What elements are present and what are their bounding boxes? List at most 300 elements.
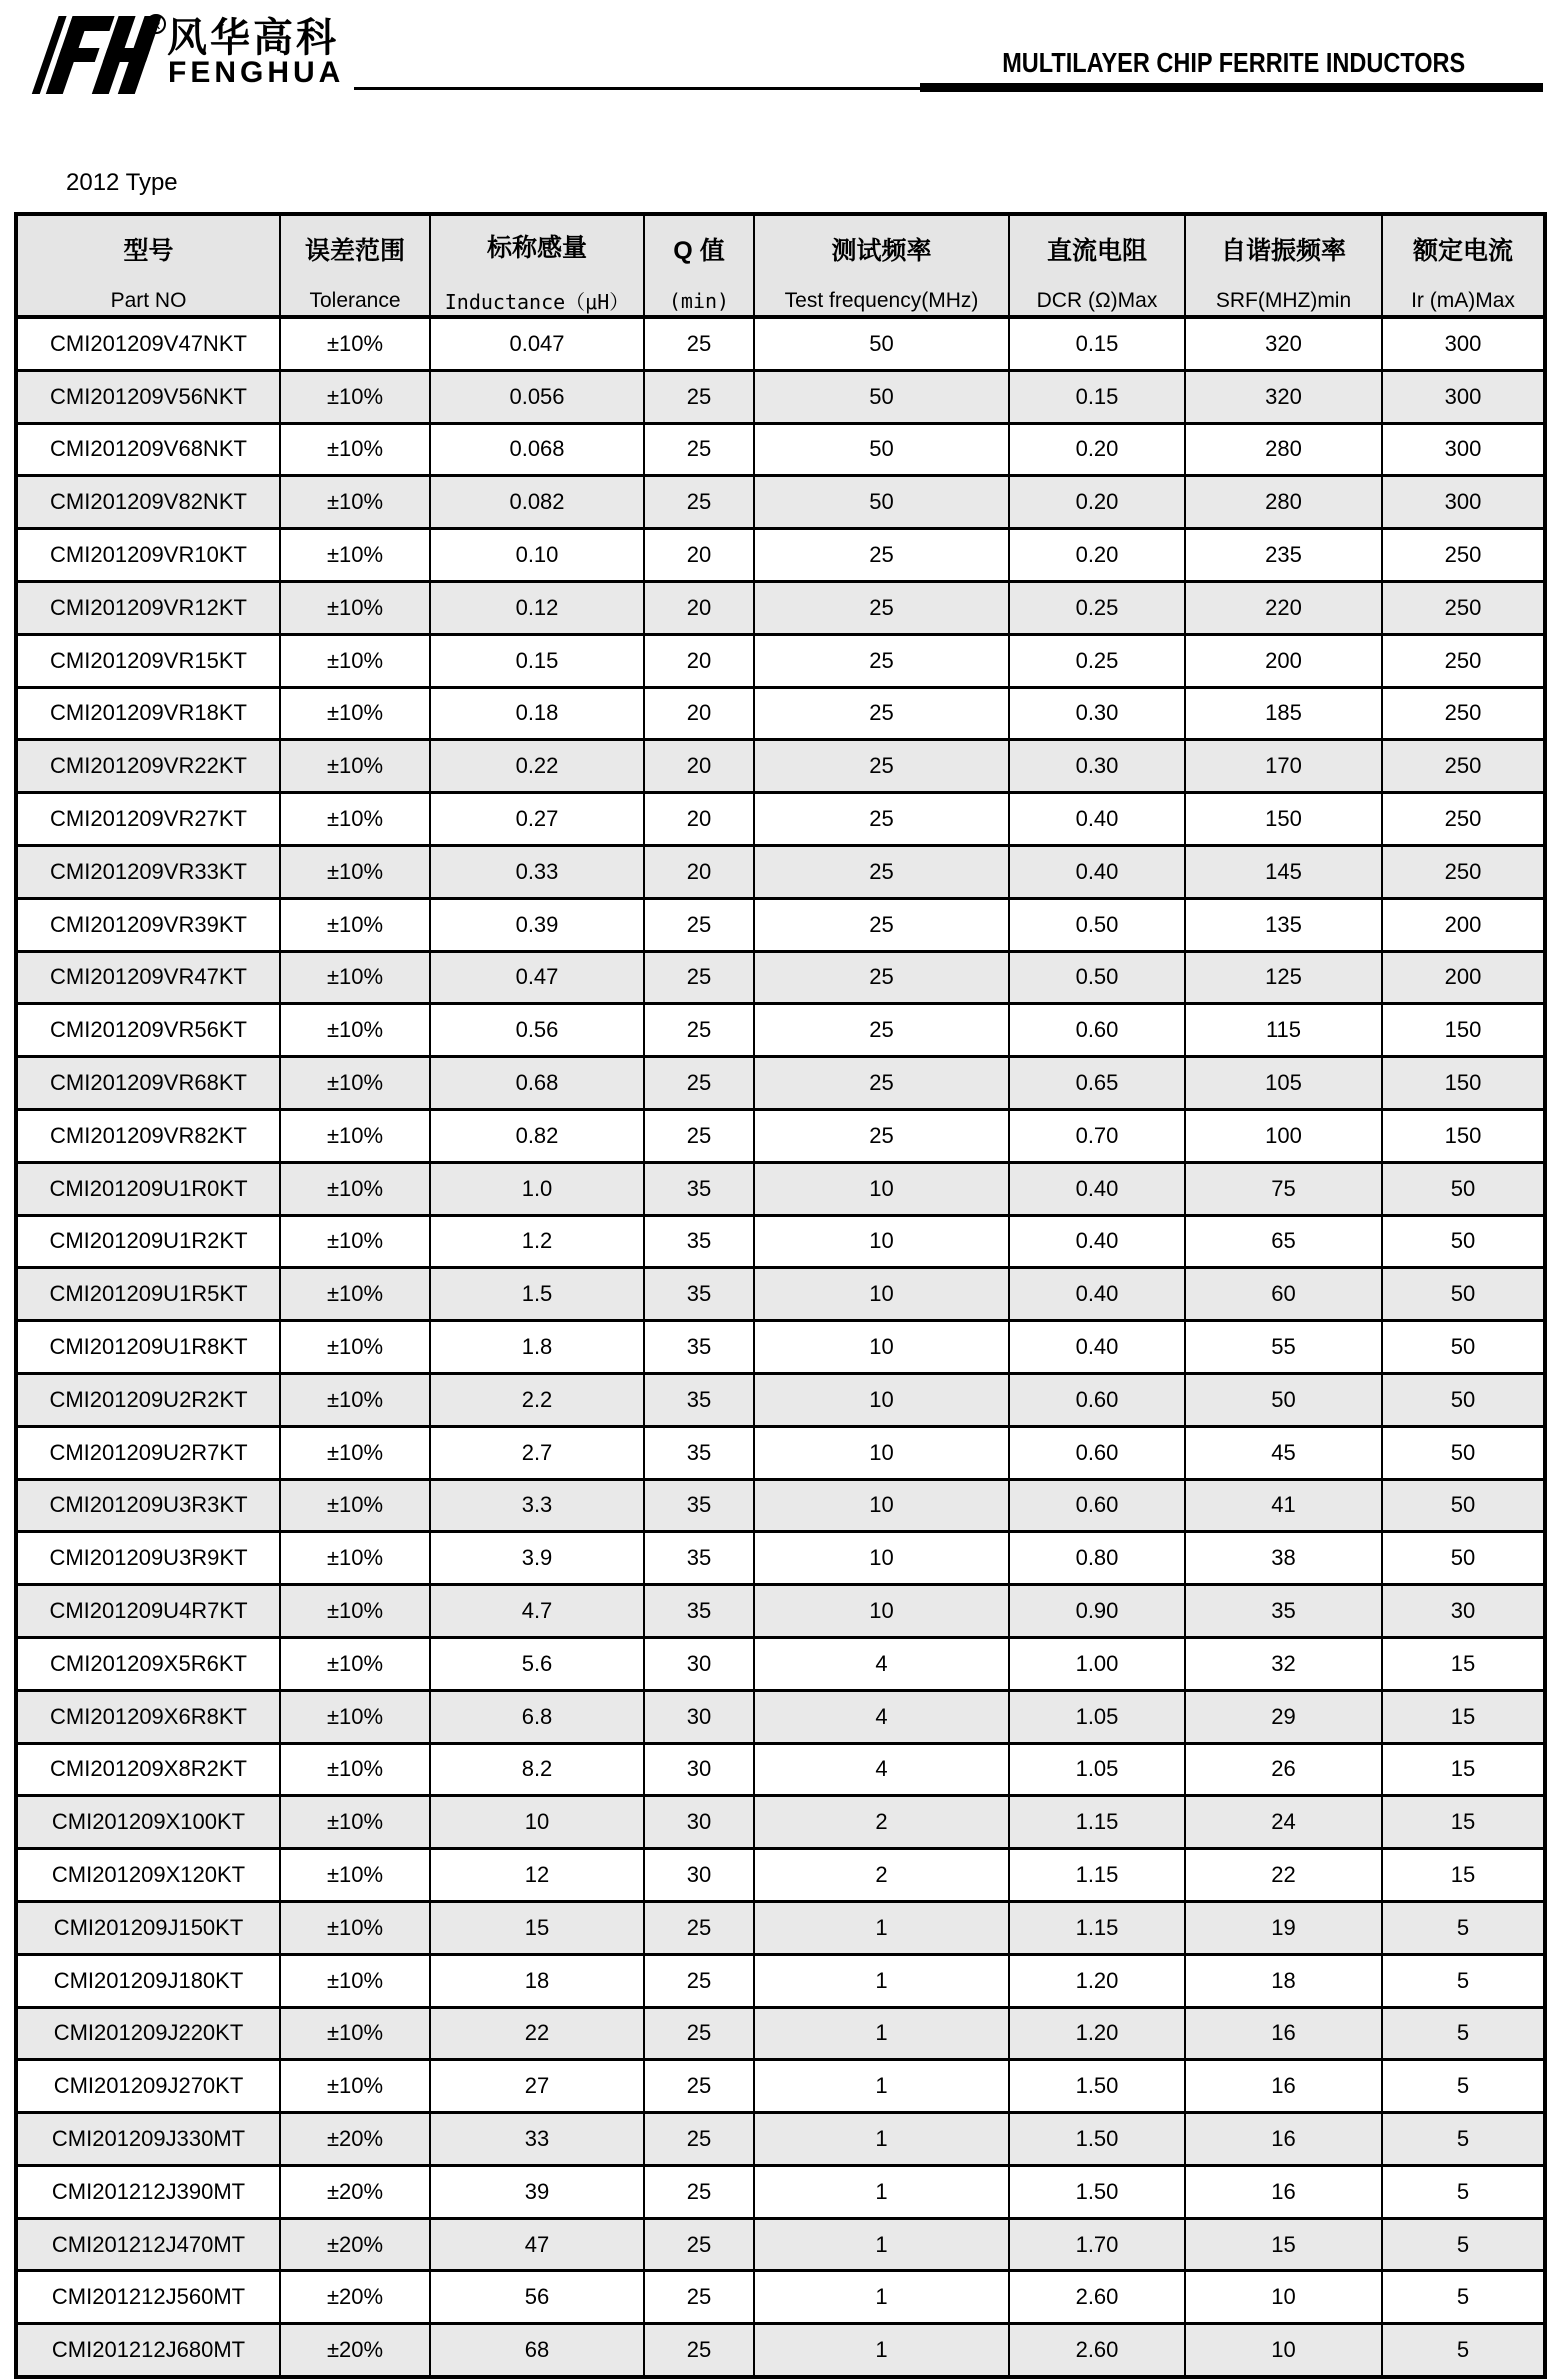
table-row [16,1585,1545,1638]
column-header-en: Part NO [110,288,187,312]
dcr-cell: 1.15 [1009,1796,1185,1849]
test-frequency-cell: 25 [754,1109,1009,1162]
test-frequency-cell: 25 [754,581,1009,634]
column-header-en: (min) [668,288,730,313]
inductance-cell: 39 [430,2165,644,2218]
dcr-cell: 1.20 [1009,2007,1185,2060]
part-no-cell: CMI201212J470MT [16,2218,280,2271]
q-min-cell: 25 [644,1954,754,2007]
tolerance-cell: ±10% [280,1162,430,1215]
srf-cell: 135 [1185,898,1382,951]
inductance-cell: 0.10 [430,529,644,582]
part-no-cell: CMI201209X6R8KT [16,1690,280,1743]
srf-cell: 18 [1185,1954,1382,2007]
column-header-4 [754,214,1009,317]
part-no-cell: CMI201209U3R3KT [16,1479,280,1532]
part-no-cell: CMI201209VR27KT [16,793,280,846]
table-row [16,1479,1545,1532]
inductance-cell: 0.068 [430,423,644,476]
dcr-cell: 2.60 [1009,2271,1185,2324]
part-no-cell: CMI201209U2R2KT [16,1373,280,1426]
q-min-cell: 25 [644,2060,754,2113]
tolerance-cell: ±10% [280,476,430,529]
srf-cell: 16 [1185,2060,1382,2113]
tolerance-cell: ±10% [280,1901,430,1954]
q-min-cell: 25 [644,2007,754,2060]
table-row [16,1109,1545,1162]
part-no-cell: CMI201209J330MT [16,2113,280,2166]
table-row [16,581,1545,634]
srf-cell: 60 [1185,1268,1382,1321]
q-min-cell: 20 [644,687,754,740]
ir-cell: 300 [1382,317,1545,370]
column-header-cn: Q 值 [673,236,725,265]
test-frequency-cell: 1 [754,2324,1009,2377]
table-row [16,2007,1545,2060]
part-no-cell: CMI201212J680MT [16,2324,280,2377]
table-header-row [16,214,1545,317]
q-min-cell: 30 [644,1849,754,1902]
srf-cell: 26 [1185,1743,1382,1796]
inductance-cell: 2.7 [430,1426,644,1479]
tolerance-cell: ±20% [280,2165,430,2218]
ir-cell: 300 [1382,423,1545,476]
column-header-en: SRF(MHZ)min [1215,288,1352,312]
tolerance-cell: ±10% [280,1637,430,1690]
ir-cell: 5 [1382,2113,1545,2166]
part-no-cell: CMI201209X8R2KT [16,1743,280,1796]
inductance-cell: 0.27 [430,793,644,846]
test-frequency-cell: 1 [754,2165,1009,2218]
table-row [16,1849,1545,1902]
tolerance-cell: ±10% [280,740,430,793]
q-min-cell: 30 [644,1637,754,1690]
column-header-2 [430,214,644,317]
part-no-cell: CMI201209J220KT [16,2007,280,2060]
q-min-cell: 20 [644,529,754,582]
tolerance-cell: ±10% [280,1479,430,1532]
ir-cell: 150 [1382,1004,1545,1057]
ir-cell: 50 [1382,1162,1545,1215]
srf-cell: 185 [1185,687,1382,740]
q-min-cell: 35 [644,1373,754,1426]
srf-cell: 280 [1185,423,1382,476]
tolerance-cell: ±10% [280,581,430,634]
column-header-en: Tolerance [309,288,401,312]
test-frequency-cell: 25 [754,793,1009,846]
inductance-cell: 10 [430,1796,644,1849]
part-no-cell: CMI201212J560MT [16,2271,280,2324]
table-row [16,1743,1545,1796]
table-row [16,1321,1545,1374]
q-min-cell: 25 [644,898,754,951]
table-row [16,793,1545,846]
srf-cell: 22 [1185,1849,1382,1902]
dcr-cell: 0.60 [1009,1426,1185,1479]
inductance-cell: 2.2 [430,1373,644,1426]
ir-cell: 50 [1382,1373,1545,1426]
srf-cell: 19 [1185,1901,1382,1954]
srf-cell: 65 [1185,1215,1382,1268]
dcr-cell: 1.50 [1009,2113,1185,2166]
inductance-cell: 5.6 [430,1637,644,1690]
test-frequency-cell: 50 [754,423,1009,476]
tolerance-cell: ±10% [280,2007,430,2060]
ir-cell: 5 [1382,2218,1545,2271]
ir-cell: 15 [1382,1637,1545,1690]
inductance-cell: 68 [430,2324,644,2377]
ir-cell: 50 [1382,1321,1545,1374]
tolerance-cell: ±10% [280,529,430,582]
inductance-cell: 0.56 [430,1004,644,1057]
ir-cell: 50 [1382,1268,1545,1321]
column-header-en: Ir (mA)Max [1411,288,1515,312]
test-frequency-cell: 10 [754,1268,1009,1321]
inductance-cell: 3.9 [430,1532,644,1585]
header-rule-thin [354,87,924,90]
test-frequency-cell: 50 [754,476,1009,529]
inductance-cell: 47 [430,2218,644,2271]
tolerance-cell: ±10% [280,634,430,687]
tolerance-cell: ±10% [280,951,430,1004]
dcr-cell: 0.40 [1009,1162,1185,1215]
srf-cell: 32 [1185,1637,1382,1690]
dcr-cell: 0.25 [1009,634,1185,687]
part-no-cell: CMI201209V56NKT [16,370,280,423]
q-min-cell: 25 [644,2113,754,2166]
tolerance-cell: ±10% [280,898,430,951]
dcr-cell: 1.05 [1009,1743,1185,1796]
table-row [16,2060,1545,2113]
part-no-cell: CMI201209V82NKT [16,476,280,529]
table-row [16,2218,1545,2271]
column-header-cn: 自谐振频率 [1220,236,1346,265]
page-header [0,0,1555,110]
table-row [16,370,1545,423]
inductance-cell: 0.047 [430,317,644,370]
q-min-cell: 35 [644,1268,754,1321]
test-frequency-cell: 2 [754,1849,1009,1902]
part-no-cell: CMI201209J150KT [16,1901,280,1954]
dcr-cell: 0.40 [1009,1215,1185,1268]
tolerance-cell: ±10% [280,1796,430,1849]
test-frequency-cell: 10 [754,1321,1009,1374]
part-no-cell: CMI201209U2R7KT [16,1426,280,1479]
dcr-cell: 0.60 [1009,1004,1185,1057]
ir-cell: 5 [1382,2324,1545,2377]
dcr-cell: 0.40 [1009,793,1185,846]
table-row [16,1004,1545,1057]
tolerance-cell: ±10% [280,1954,430,2007]
table-row [16,2113,1545,2166]
inductance-cell: 33 [430,2113,644,2166]
part-no-cell: CMI201209U3R9KT [16,1532,280,1585]
srf-cell: 200 [1185,634,1382,687]
part-no-cell: CMI201209VR82KT [16,1109,280,1162]
tolerance-cell: ±10% [280,1109,430,1162]
q-min-cell: 25 [644,2218,754,2271]
srf-cell: 280 [1185,476,1382,529]
column-header-cn: 测试频率 [831,236,932,265]
table-row [16,951,1545,1004]
inductance-cell: 4.7 [430,1585,644,1638]
tolerance-cell: ±10% [280,1585,430,1638]
inductance-cell: 56 [430,2271,644,2324]
test-frequency-cell: 1 [754,2113,1009,2166]
q-min-cell: 35 [644,1532,754,1585]
inductance-cell: 8.2 [430,1743,644,1796]
test-frequency-cell: 25 [754,634,1009,687]
ir-cell: 50 [1382,1215,1545,1268]
test-frequency-cell: 4 [754,1743,1009,1796]
dcr-cell: 1.05 [1009,1690,1185,1743]
tolerance-cell: ±10% [280,1743,430,1796]
table-row [16,1268,1545,1321]
q-min-cell: 20 [644,845,754,898]
dcr-cell: 0.20 [1009,476,1185,529]
inductance-cell: 0.18 [430,687,644,740]
table-row [16,2271,1545,2324]
inductance-cell: 0.82 [430,1109,644,1162]
ir-cell: 250 [1382,740,1545,793]
srf-cell: 220 [1185,581,1382,634]
table-row [16,634,1545,687]
dcr-cell: 0.20 [1009,423,1185,476]
table-row [16,1373,1545,1426]
tolerance-cell: ±10% [280,317,430,370]
test-frequency-cell: 4 [754,1637,1009,1690]
ir-cell: 50 [1382,1426,1545,1479]
dcr-cell: 1.15 [1009,1849,1185,1902]
test-frequency-cell: 50 [754,317,1009,370]
part-no-cell: CMI201209VR10KT [16,529,280,582]
part-no-cell: CMI201209U4R7KT [16,1585,280,1638]
tolerance-cell: ±10% [280,1690,430,1743]
dcr-cell: 1.50 [1009,2165,1185,2218]
dcr-cell: 1.15 [1009,1901,1185,1954]
q-min-cell: 25 [644,2324,754,2377]
tolerance-cell: ±10% [280,793,430,846]
tolerance-cell: ±10% [280,1268,430,1321]
test-frequency-cell: 10 [754,1215,1009,1268]
test-frequency-cell: 10 [754,1479,1009,1532]
ir-cell: 5 [1382,2007,1545,2060]
test-frequency-cell: 25 [754,740,1009,793]
test-frequency-cell: 25 [754,951,1009,1004]
ir-cell: 200 [1382,951,1545,1004]
srf-cell: 320 [1185,317,1382,370]
srf-cell: 10 [1185,2271,1382,2324]
table-row [16,845,1545,898]
ir-cell: 5 [1382,2271,1545,2324]
ir-cell: 150 [1382,1057,1545,1110]
dcr-cell: 0.40 [1009,1268,1185,1321]
srf-cell: 235 [1185,529,1382,582]
inductance-cell: 0.22 [430,740,644,793]
dcr-cell: 0.40 [1009,1321,1185,1374]
ir-cell: 5 [1382,1901,1545,1954]
part-no-cell: CMI201209X120KT [16,1849,280,1902]
dcr-cell: 0.90 [1009,1585,1185,1638]
part-no-cell: CMI201209V68NKT [16,423,280,476]
inductance-cell: 0.056 [430,370,644,423]
inductance-cell: 0.12 [430,581,644,634]
test-frequency-cell: 1 [754,2007,1009,2060]
table-row [16,1690,1545,1743]
srf-cell: 35 [1185,1585,1382,1638]
srf-cell: 145 [1185,845,1382,898]
inductance-cell: 22 [430,2007,644,2060]
srf-cell: 16 [1185,2165,1382,2218]
tolerance-cell: ±10% [280,1215,430,1268]
inductance-cell: 15 [430,1901,644,1954]
table-row [16,1162,1545,1215]
column-header-7 [1382,214,1545,317]
part-no-cell: CMI201209VR68KT [16,1057,280,1110]
ir-cell: 15 [1382,1690,1545,1743]
tolerance-cell: ±10% [280,687,430,740]
inductance-cell: 27 [430,2060,644,2113]
q-min-cell: 20 [644,634,754,687]
ir-cell: 250 [1382,634,1545,687]
part-no-cell: CMI201209VR47KT [16,951,280,1004]
part-no-cell: CMI201209J270KT [16,2060,280,2113]
ir-cell: 5 [1382,1954,1545,2007]
dcr-cell: 0.20 [1009,529,1185,582]
ir-cell: 50 [1382,1532,1545,1585]
inductance-cell: 12 [430,1849,644,1902]
table-row [16,1796,1545,1849]
test-frequency-cell: 4 [754,1690,1009,1743]
q-min-cell: 35 [644,1585,754,1638]
dcr-cell: 0.25 [1009,581,1185,634]
dcr-cell: 0.50 [1009,951,1185,1004]
ir-cell: 250 [1382,845,1545,898]
document-title: MULTILAYER CHIP FERRITE INDUCTORS [1001,47,1465,78]
q-min-cell: 20 [644,581,754,634]
test-frequency-cell: 25 [754,1004,1009,1057]
part-no-cell: CMI201209VR33KT [16,845,280,898]
dcr-cell: 1.50 [1009,2060,1185,2113]
q-min-cell: 30 [644,1690,754,1743]
part-no-cell: CMI201209U1R2KT [16,1215,280,1268]
table-row [16,1215,1545,1268]
column-header-en: DCR (Ω)Max [1036,288,1158,312]
part-no-cell: CMI201209VR39KT [16,898,280,951]
table-row [16,2324,1545,2377]
table-row [16,740,1545,793]
dcr-cell: 0.30 [1009,740,1185,793]
tolerance-cell: ±10% [280,423,430,476]
table-row [16,898,1545,951]
q-min-cell: 35 [644,1479,754,1532]
inductance-cell: 18 [430,1954,644,2007]
srf-cell: 115 [1185,1004,1382,1057]
srf-cell: 125 [1185,951,1382,1004]
part-no-cell: CMI201209U1R8KT [16,1321,280,1374]
q-min-cell: 25 [644,1901,754,1954]
inductance-cell: 1.2 [430,1215,644,1268]
ir-cell: 250 [1382,687,1545,740]
ir-cell: 5 [1382,2165,1545,2218]
test-frequency-cell: 1 [754,2218,1009,2271]
test-frequency-cell: 10 [754,1162,1009,1215]
dcr-cell: 0.50 [1009,898,1185,951]
table-row [16,317,1545,370]
tolerance-cell: ±20% [280,2271,430,2324]
part-no-cell: CMI201209U1R0KT [16,1162,280,1215]
tolerance-cell: ±20% [280,2218,430,2271]
dcr-cell: 0.60 [1009,1373,1185,1426]
q-min-cell: 25 [644,423,754,476]
table-row [16,423,1545,476]
ir-cell: 50 [1382,1479,1545,1532]
tolerance-cell: ±10% [280,1373,430,1426]
q-min-cell: 30 [644,1796,754,1849]
tolerance-cell: ±10% [280,1321,430,1374]
column-header-cn: 直流电阻 [1046,236,1147,265]
q-min-cell: 25 [644,951,754,1004]
q-min-cell: 20 [644,793,754,846]
srf-cell: 170 [1185,740,1382,793]
ir-cell: 300 [1382,476,1545,529]
column-header-en: Test frequency(MHz) [784,288,979,312]
part-no-cell: CMI201209U1R5KT [16,1268,280,1321]
dcr-cell: 0.40 [1009,845,1185,898]
q-min-cell: 25 [644,476,754,529]
q-min-cell: 35 [644,1215,754,1268]
q-min-cell: 35 [644,1321,754,1374]
column-header-en: Inductance（μH） [444,290,630,314]
test-frequency-cell: 1 [754,1901,1009,1954]
inductance-cell: 3.3 [430,1479,644,1532]
table-row [16,1954,1545,2007]
table-row [16,2165,1545,2218]
q-min-cell: 35 [644,1162,754,1215]
tolerance-cell: ±10% [280,370,430,423]
srf-cell: 50 [1185,1373,1382,1426]
column-header-cn: 型号 [123,236,174,265]
part-no-cell: CMI201209V47NKT [16,317,280,370]
tolerance-cell: ±20% [280,2113,430,2166]
table-row [16,529,1545,582]
inductance-cell: 0.082 [430,476,644,529]
tolerance-cell: ±10% [280,1057,430,1110]
dcr-cell: 2.60 [1009,2324,1185,2377]
part-no-cell: CMI201209X5R6KT [16,1637,280,1690]
logo-company-name-cn: 风华高科 [167,16,339,60]
svg-text:R: R [151,17,161,32]
srf-cell: 16 [1185,2113,1382,2166]
q-min-cell: 25 [644,1057,754,1110]
tolerance-cell: ±10% [280,2060,430,2113]
srf-cell: 41 [1185,1479,1382,1532]
inductance-cell: 0.33 [430,845,644,898]
ir-cell: 5 [1382,2060,1545,2113]
table-row [16,1426,1545,1479]
table-row [16,1637,1545,1690]
q-min-cell: 35 [644,1426,754,1479]
header-rule-thick [920,83,1543,92]
test-frequency-cell: 1 [754,1954,1009,2007]
part-no-cell: CMI201209VR56KT [16,1004,280,1057]
table-row [16,687,1545,740]
q-min-cell: 30 [644,1743,754,1796]
srf-cell: 45 [1185,1426,1382,1479]
q-min-cell: 25 [644,370,754,423]
test-frequency-cell: 10 [754,1585,1009,1638]
ir-cell: 30 [1382,1585,1545,1638]
